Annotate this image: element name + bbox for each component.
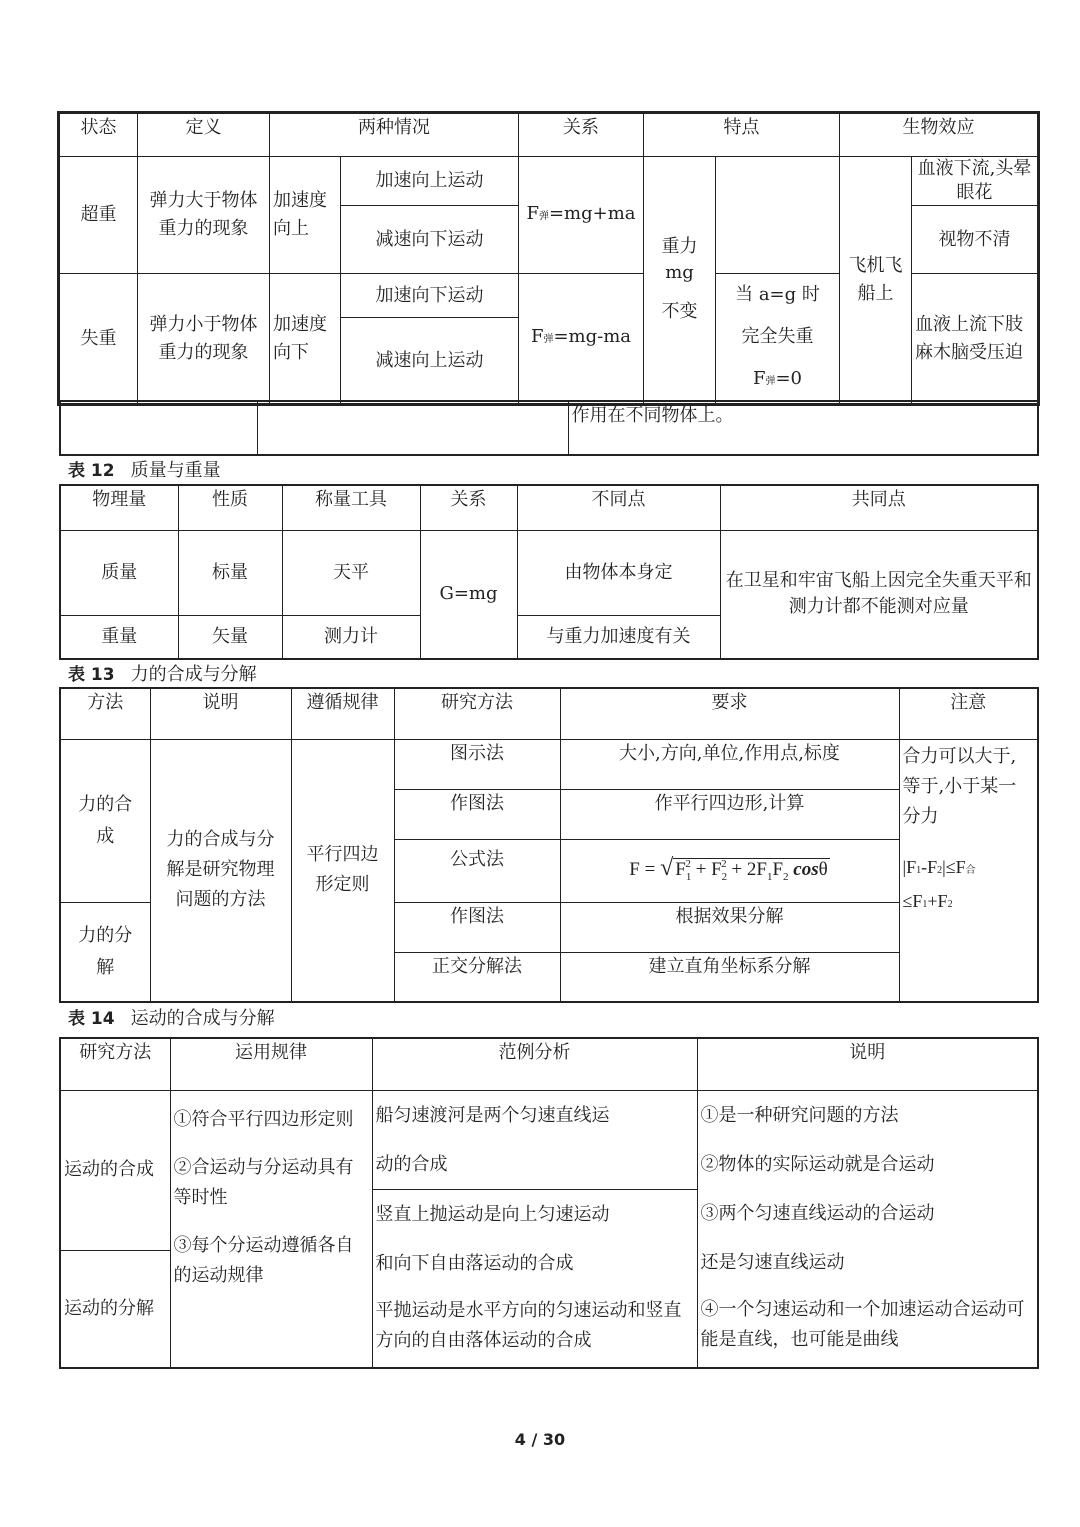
feature-plane: 飞机飞船上 <box>840 157 912 405</box>
quantity-weight: 重量 <box>60 615 178 659</box>
formula-cell <box>560 839 899 902</box>
def-overweight: 弹力大于物体重力的现象 <box>138 157 270 274</box>
resultant-force-formula: F = √ $F_1^2 + F_2^2 + 2F_1F_2$ cosθ <box>629 854 828 883</box>
feature-gravity: 重力mg 不变 <box>644 157 716 405</box>
caption-table-12: 表 12 质量与重量 <box>68 460 221 481</box>
extra-cell-text: 作用在不同物体上。 <box>568 401 1038 455</box>
header-cell: 运用规律 <box>170 1038 372 1090</box>
header-cell: 称量工具 <box>282 485 420 530</box>
header-cell: 生物效应 <box>840 113 1039 157</box>
acc-down: 加速度向下 <box>270 274 341 405</box>
example-boat: 船匀速渡河是两个匀速直线运 动的合成 <box>372 1090 697 1189</box>
header-cell: 方法 <box>60 688 150 739</box>
note-cell: 合力可以大于,等于,小于某一分力 |F1-F2|≤F合 ≤F1+F2 <box>899 739 1038 1002</box>
examples-cell: 竖直上抛运动是向上匀速运动 和向下自由落运动的合成 平抛运动是水平方向的匀速运动和竖直方向的自由落体运动的合成 <box>372 1189 697 1368</box>
header-cell: 研究方法 <box>60 1038 170 1090</box>
header-cell: 两种情况 <box>270 113 519 157</box>
caption-table-13: 表 13 力的合成与分解 <box>68 664 257 685</box>
diff-mass: 由物体本身定 <box>517 530 720 615</box>
relation-weightless: F弹=mg-ma <box>519 274 644 405</box>
rules-cell: ①符合平行四边形定则 ②合运动与分运动具有等时性 ③每个分运动遵循各自的运动规律 <box>170 1090 372 1368</box>
extra-cell-1 <box>60 401 257 455</box>
case-accel-down: 加速向下运动 <box>341 274 519 318</box>
header-cell: 说明 <box>150 688 291 739</box>
research-method: 作图法 <box>394 789 560 839</box>
table-weight-states <box>57 111 1040 406</box>
method-decomposition: 力的分解 <box>60 902 150 1002</box>
bio-overweight-2: 视物不清 <box>912 206 1039 274</box>
state-weightless: 失重 <box>59 274 138 405</box>
case-accel-up: 加速向上运动 <box>341 157 519 206</box>
header-cell: 关系 <box>519 113 644 157</box>
case-decel-down: 减速向下运动 <box>341 206 519 274</box>
page-number: 4 / 30 <box>514 1430 566 1449</box>
feature-empty <box>716 157 840 274</box>
desc-method: 力的合成与分解是研究物理问题的方法 <box>150 739 291 1002</box>
bio-overweight-1: 血液下流,头晕眼花 <box>912 157 1039 206</box>
header-cell: 状态 <box>59 113 138 157</box>
bio-weightless: 血液上流下肢麻木脑受压迫 <box>912 274 1039 405</box>
method-composition: 力的合成 <box>60 739 150 902</box>
nature-scalar: 标量 <box>178 530 282 615</box>
common-point: 在卫星和牢宙飞船上因完全失重天平和测力计都不能测对应量 <box>720 530 1038 659</box>
table-force-composition <box>59 687 1039 1003</box>
motion-composition: 运动的合成 <box>60 1090 170 1250</box>
extra-cell-2 <box>257 401 568 455</box>
table-motion-composition <box>59 1037 1039 1369</box>
header-cell: 范例分析 <box>372 1038 697 1090</box>
def-weightless: 弹力小于物体重力的现象 <box>138 274 270 405</box>
header-cell: 特点 <box>644 113 840 157</box>
notes-cell: ①是一种研究问题的方法 ②物体的实际运动就是合运动 ③两个匀速直线运动的合运动 还是匀速直线运动 ④一个匀速运动和一个加速运动合运动可能是直线，也可能是曲线 <box>697 1090 1038 1368</box>
header-cell: 要求 <box>560 688 899 739</box>
table-extra-row <box>59 400 1039 456</box>
header-cell: 说明 <box>697 1038 1038 1090</box>
header-cell: 研究方法 <box>394 688 560 739</box>
requirement: 作平行四边形,计算 <box>560 789 899 839</box>
rule-parallelogram: 平行四边形定则 <box>291 739 394 1002</box>
header-cell: 定义 <box>138 113 270 157</box>
header-cell: 物理量 <box>60 485 178 530</box>
header-cell: 注意 <box>899 688 1038 739</box>
requirement: 根据效果分解 <box>560 902 899 952</box>
nature-vector: 矢量 <box>178 615 282 659</box>
relation-overweight: F弹=mg+ma <box>519 157 644 274</box>
relation-gmg: G=mg <box>420 530 517 659</box>
feature-complete-weightless: 当 a=g 时 完全失重 F弹=0 <box>716 274 840 405</box>
header-cell: 共同点 <box>720 485 1038 530</box>
diff-weight: 与重力加速度有关 <box>517 615 720 659</box>
research-method: 图示法 <box>394 739 560 789</box>
research-method: 作图法 <box>394 902 560 952</box>
acc-up: 加速度向上 <box>270 157 341 274</box>
requirement: 大小,方向,单位,作用点,标度 <box>560 739 899 789</box>
tool-balance: 天平 <box>282 530 420 615</box>
quantity-mass: 质量 <box>60 530 178 615</box>
motion-decomposition: 运动的分解 <box>60 1250 170 1368</box>
case-decel-up: 减速向上运动 <box>341 318 519 405</box>
header-cell: 关系 <box>420 485 517 530</box>
header-cell: 不同点 <box>517 485 720 530</box>
tool-dynamometer: 测力计 <box>282 615 420 659</box>
table-mass-weight <box>59 484 1039 660</box>
caption-table-14: 表 14 运动的合成与分解 <box>68 1008 275 1029</box>
research-method: 公式法 <box>394 839 560 902</box>
header-cell: 遵循规律 <box>291 688 394 739</box>
state-overweight: 超重 <box>59 157 138 274</box>
header-cell: 性质 <box>178 485 282 530</box>
research-method: 正交分解法 <box>394 952 560 1002</box>
requirement: 建立直角坐标系分解 <box>560 952 899 1002</box>
inequality: |F1-F2|≤F合 ≤F1+F2 <box>902 856 976 911</box>
